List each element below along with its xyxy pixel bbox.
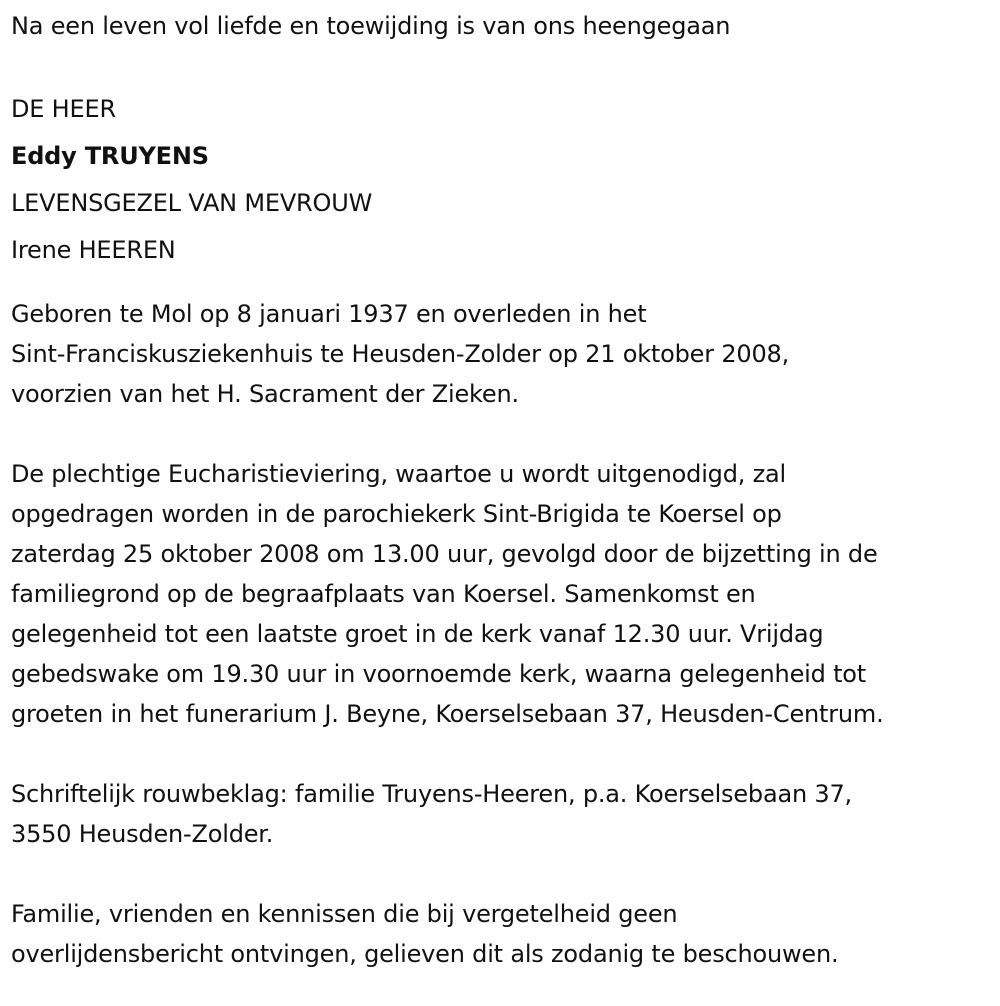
paragraph-line: familiegrond op de begraafplaats van Koersel. Samenkomst en [11, 580, 756, 608]
paragraph-line: De plechtige Eucharistieviering, waartoe u wordt uitgenodigd, zal [11, 460, 786, 488]
closing-paragraph [11, 894, 1000, 974]
spacer [11, 274, 1000, 294]
paragraph-line: groeten in het funerarium J. Beyne, Koerselsebaan 37, Heusden-Centrum. [11, 700, 884, 728]
spacer [11, 46, 1000, 86]
paragraph-line: gelegenheid tot een laatste groet in de kerk vanaf 12.30 uur. Vrijdag [11, 620, 824, 648]
paragraph-line: zaterdag 25 oktober 2008 om 13.00 uur, gevolgd door de bijzetting in de [11, 540, 878, 568]
paragraph-line: 3550 Heusden-Zolder. [11, 820, 274, 848]
paragraph-line: overlijdensbericht ontvingen, gelieven dit als zodanig te beschouwen. [11, 940, 839, 968]
intro-text: Na een leven vol liefde en toewijding is van ons heengegaan [11, 12, 731, 40]
paragraph-line: opgedragen worden in de parochiekerk Sint-Brigida te Koersel op [11, 500, 782, 528]
title-text: DE HEER [11, 95, 116, 123]
spacer [11, 734, 1000, 774]
condolences-paragraph [11, 774, 1000, 854]
spacer [11, 414, 1000, 454]
paragraph-line: Schriftelijk rouwbeklag: familie Truyens-Heeren, p.a. Koerselsebaan 37, [11, 780, 852, 808]
spacer [11, 854, 1000, 894]
paragraph-line: gebedswake om 19.30 uur in voornoemde kerk, waarna gelegenheid tot [11, 660, 866, 688]
birth-death-paragraph [11, 294, 1000, 414]
partner-name: Irene HEEREN [11, 236, 176, 264]
paragraph-line: Sint-Franciskusziekenhuis te Heusden-Zolder op 21 oktober 2008, [11, 340, 790, 368]
relation-text: LEVENSGEZEL VAN MEVROUW [11, 189, 373, 217]
ceremony-paragraph [11, 454, 1000, 734]
deceased-name: Eddy TRUYENS [11, 142, 209, 170]
paragraph-line: voorzien van het H. Sacrament der Zieken. [11, 380, 519, 408]
paragraph-line: Geboren te Mol op 8 januari 1937 en overleden in het [11, 300, 647, 328]
paragraph-line: Familie, vrienden en kennissen die bij vergetelheid geen [11, 900, 678, 928]
